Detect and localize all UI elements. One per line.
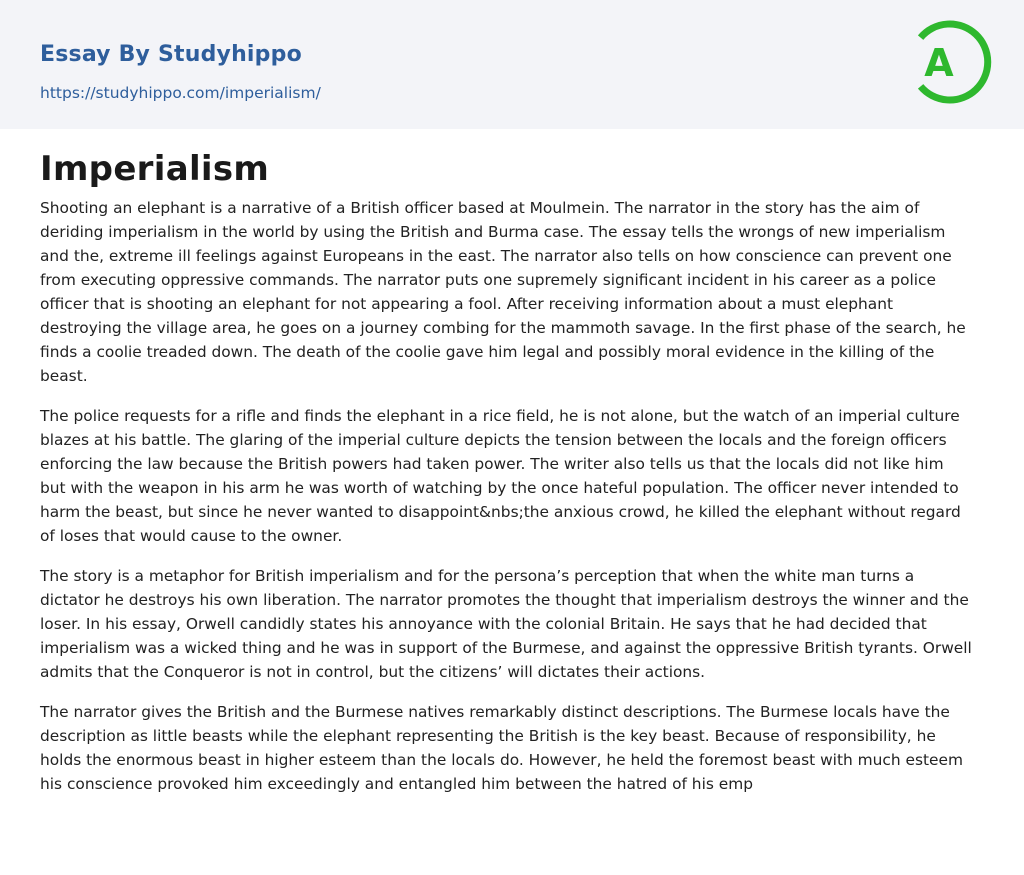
essay-content	[0, 147, 1024, 796]
essay-paragraph: The narrator gives the British and the Burmese natives remarkably distinct descriptions. The Burmese locals have the description as little beasts while the elephant representing the British is the key beast. Because of responsibility, he holds the enormous beast in higher esteem than the locals do. However, he held the foremost beast with much esteem his conscience provoked him exceedingly and entangled him between the hatred of his emp	[40, 703, 963, 793]
essay-url-link[interactable]: https://studyhippo.com/imperialism/	[40, 84, 321, 102]
essay-paragraph: The police requests for a rifle and finds the elephant in a rice field, he is not alone, but the watch of an imperial culture blazes at his battle. The glaring of the imperial culture depicts the tension between the locals and the foreign officers enforcing the law because the British powers had taken power. The writer also tells us that the locals did not like him but with the weapon in his arm he was worth of watching by the once hateful population. The officer never intended to harm the beast, but since he never wanted to disappoint&nbs;the anxious crowd, he killed the elephant without regard of loses that would cause to the owner.	[40, 407, 961, 545]
essay-paragraph: Shooting an elephant is a narrative of a British officer based at Moulmein. The narrator in the story has the aim of deriding imperialism in the world by using the British and Burma case. The essay tells the wrongs of new imperialism and the, extreme ill feelings against Europeans in the east. The narrator also tells on how conscience can prevent one from executing oppressive commands. The narrator puts one supremely significant incident in his career as a police officer that is shooting an elephant for not appearing a fool. After receiving information about a must elephant destroying the village area, he goes on a journey combing for the mammoth savage. In the first phase of the search, he finds a coolie treaded down. The death of the coolie gave him legal and possibly moral evidence in the killing of the beast.	[40, 199, 966, 385]
essay-paragraph: The story is a metaphor for British imperialism and for the persona’s perception that when the white man turns a dictator he destroys his own liberation. The narrator promotes the thought that imperialism destroys the winner and the loser. In his essay, Orwell candidly states his annoyance with the colonial Britain. He says that he had decided that imperialism was a wicked thing and he was in support of the Burmese, and against the oppressive British tyrants. Orwell admits that the Conqueror is not in control, but the citizens’ will dictates their actions.	[40, 567, 972, 681]
logo-letter: A	[924, 41, 954, 85]
brand-title: Essay By Studyhippo	[40, 42, 302, 67]
site-header	[0, 0, 1024, 129]
studyhippo-logo-icon[interactable]	[906, 14, 992, 110]
page-title: Imperialism	[40, 149, 270, 189]
